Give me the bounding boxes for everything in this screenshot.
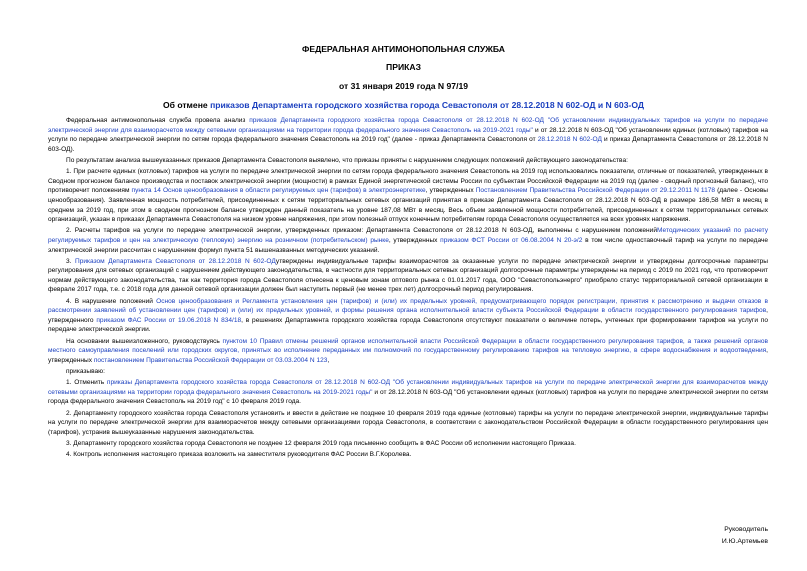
- paragraph-analysis: По результатам анализа вышеуказанных приказов Департамента Севастополя выявлено, что приказы приняты с нарушением следующих положений действующего законодательства:: [66, 156, 628, 164]
- doc-title: [0, 100, 807, 111]
- link-government-resolution-123[interactable]: постановлением Правительства Российской Федерации от 03.03.2004 N 123: [93, 356, 328, 364]
- signature-role: Руководитель: [724, 526, 768, 533]
- paragraph-item-2: [48, 226, 768, 255]
- text-segment: 2. Расчеты тарифов на услуги по передаче электрической энергии, утвержденных приказом: Департамента Севастополя от 28.12.2018 N 603-ОД, выполнены с нарушением положений: [66, 227, 657, 235]
- doc-title-prefix: Об отмене: [162, 100, 211, 110]
- text-segment: 4. В нарушение положений: [66, 297, 157, 305]
- link-fst-order-20-e2[interactable]: приказом ФСТ России от 06.08.2004 N 20-э/2: [440, 236, 583, 244]
- text-segment: 3.: [66, 257, 76, 265]
- text-segment: На основании вышеизложенного, руководствуясь: [66, 337, 223, 345]
- text-segment: Федеральная антимонопольная служба провела анализ: [66, 117, 250, 124]
- paragraph-item-3: [48, 257, 768, 295]
- text-segment: и от 28.12.2018 N 603-ОД "Об установлении единых (котловых) тарифов на услуги по передаче электрической энергии по сетям города федерального значения Севастополь на 2019 год" с 10 февраля 2019 года.: [48, 388, 768, 406]
- paragraph-order-4: 4. Контроль исполнения настоящего приказа возложить на заместителя руководителя ФАС России В.Г.Королева.: [66, 451, 412, 459]
- paragraph-order-word: приказываю:: [66, 368, 105, 375]
- paragraph-order-1: [48, 378, 768, 407]
- paragraph-order-2: 2. Департаменту городского хозяйства города Севастополя установить и ввести в действие не позднее 10 февраля 2019 года единые (котловые) тарифы на услуги по передаче электрической энергии, индивидуальные тарифы на услуги по передаче электрической энергии для взаиморасчетов между сетевыми организациями города Севастополя, в соответствии с законодательством Российской Федерации в области государственного регулирования цен (тарифов), устранив вышеуказанные нарушения законодательства.: [48, 409, 768, 436]
- link-government-resolution-1178[interactable]: Постановлением Правительства Российской Федерации от 29.12.2011 N 1178: [475, 187, 715, 195]
- text-segment: , утвержденных: [425, 187, 476, 195]
- text-segment: 1. При расчете единых (котловых) тарифов на услуги по передаче электрической энергии по сетям города федерального значения Севастополь на 2019 год использовались показатели, отличные от показателей, утвержденных в Сводном прогнозном балансе производства и поставок электрической энергии (мощности) в рамках Единой энергетической системы России по субъектам Российской Федерации на 2019 год (далее - сводный прогнозный баланс), что противоречит положениям: [48, 168, 768, 195]
- text-segment: , в решениях Департамента городского хозяйства города Севастополя отсутствуют показатели о величине потерь, учтенных при формировании тарифов на услуги по передаче электрической энергии.: [48, 316, 768, 334]
- text-segment: и от 28.12.2018 N 603-ОД "Об установлении единых (котловых) тарифов на услуги по передаче электрической энергии по сетям города федерального значения Севастополь на 2019 год" (далее - приказ Департамента Севастополя от: [48, 126, 768, 144]
- link-methodical-guidelines[interactable]: Методических указаний по расчету регулируемых тарифов и цен на электрическую (тепловую) энергию на розничном (потребительском) рынке: [48, 227, 768, 244]
- text-segment: и приказ Департамента Севастополя от 28.12.2018 N 603-ОД).: [48, 136, 768, 153]
- doc-title-link[interactable]: приказов Департамента городского хозяйства города Севастополя от 28.12.2018 N 602-ОД и N 603-ОД: [210, 100, 645, 110]
- link-order-602[interactable]: Приказом Департамента Севастополя от 28.12.2018 N 602-ОД: [75, 257, 276, 265]
- link-fas-order-834[interactable]: приказом ФАС России от 19.06.2018 N 834/18: [96, 316, 242, 324]
- link-pricing-basics-p14[interactable]: пункта 14 Основ ценообразования в области регулируемых цен (тарифов) в электроэнергетике: [131, 187, 426, 195]
- text-segment: 1. Отменить: [66, 379, 107, 387]
- link-cancelled-orders[interactable]: приказы Департамента городского хозяйства города Севастополя от 28.12.2018 N 602-ОД "Об установлении индивидуальных тарифов на услуги по передаче электрической энергии для взаиморасчетов между сетевыми организациями на территории города федерального значения Севастополь на 2019-2021 годы": [48, 379, 768, 396]
- signature-block: [722, 524, 768, 548]
- paragraph-intro: [48, 116, 768, 154]
- agency-name: ФЕДЕРАЛЬНАЯ АНТИМОНОПОЛЬНАЯ СЛУЖБА: [302, 44, 505, 54]
- text-segment: (далее - Основы ценообразования). Заявленная мощность потребителей, присоединенных к сетям территориальных сетевых организаций принятая в приказе Департамента Севастополя от 28.12.2018 N 603-ОД в размере 186,58 МВт в месяц в среднем за 2019 год, при этом в сводном прогнозном балансе утвержден данный показатель на уровне 187,08 МВт в месяц. Весь объем заявленной мощности потребителей, присоединенных к сетям территориальных сетевых организаций, указан в приказах Департамента Севастополя на низком уровне напряжения, при этом полезный отпуск конечным потребителям города Севастополя осуществляется на всех уровнях напряжения.: [48, 187, 769, 224]
- text-segment: ,: [327, 356, 330, 364]
- paragraph-basis: [48, 337, 768, 366]
- paragraph-item-1: [48, 167, 768, 225]
- link-order-602-short[interactable]: 28.12.2018 N 602-ОД: [537, 136, 602, 144]
- text-segment: , утвержденных: [388, 236, 441, 244]
- document-body: [48, 116, 768, 461]
- text-segment: в том числе одноставочный тариф на услуги по передаче электрической энергии рассчитан с нарушением формул пункта 51 вышеназванных методических указаний.: [48, 236, 768, 254]
- link-rules-p10[interactable]: пунктом 10 Правил отмены решений органов исполнительной власти Российской Федерации в области государственного регулирования тарифов, а также решений органов местного самоуправления поселений или городских округов, принятых во исполнение переданных им полномочий по государственному регулированию тарифов на тепловую энергию, в сфере водоснабжения и водоотведения: [48, 337, 768, 355]
- link-pricing-regulations[interactable]: Основ ценообразования и Регламента установления цен (тарифов) и (или) их предельных уровней, предусматривающего порядок регистрации, принятия к рассмотрению и выдачи отказов в рассмотрении заявлений об установлении цен (тарифов) и (или) их предельных уровней, и формы решения органа исполнительной власти субъекта Российской Федерации в области государственного регулирования тарифов: [48, 297, 768, 315]
- doc-type: ПРИКАЗ: [386, 62, 421, 72]
- text-segment: , утвержденного: [48, 307, 768, 324]
- text-segment: , утвержденных: [48, 347, 768, 364]
- paragraph-order-3: 3. Департаменту городского хозяйства города Севастополя не позднее 12 февраля 2019 года письменно сообщить в ФАС России об исполнении настоящего Приказа.: [66, 439, 576, 447]
- signature-name: И.Ю.Артемьев: [721, 538, 768, 545]
- link-orders-602[interactable]: приказов Департамента городского хозяйства города Севастополя от 28.12.2018 N 602-ОД "Об установлении индивидуальных тарифов на услуги по передаче электрической энергии для взаиморасчетов между сетевыми организациями на территории города федерального значения Севастополь на 2019-2021 годы": [48, 117, 768, 134]
- text-segment: утверждены индивидуальные тарифы взаиморасчетов за оказанные услуги по передаче электрической энергии и утверждены долгосрочные параметры регулирования для сетевых организаций с нарушением действующего законодательства, в частности для территориальных сетевых организаций долгосрочные параметры утверждены на период с 2019 по 2021 год, что противоречит нормам действующего законодательства, так как территория города Севастополя отнесена к ценовым зонам оптового рынка с 01.01.2017 года, ООО "Севастопольэнерго" приобрело статус территориальной сетевой организации в феврале 2017 года, т.е. с 2018 года для данной сетевой организации должен был наступить первый (не менее трех лет) долгосрочный период регулирования.: [48, 257, 768, 294]
- paragraph-item-4: [48, 297, 768, 335]
- doc-date-number: от 31 января 2019 года N 97/19: [338, 81, 469, 91]
